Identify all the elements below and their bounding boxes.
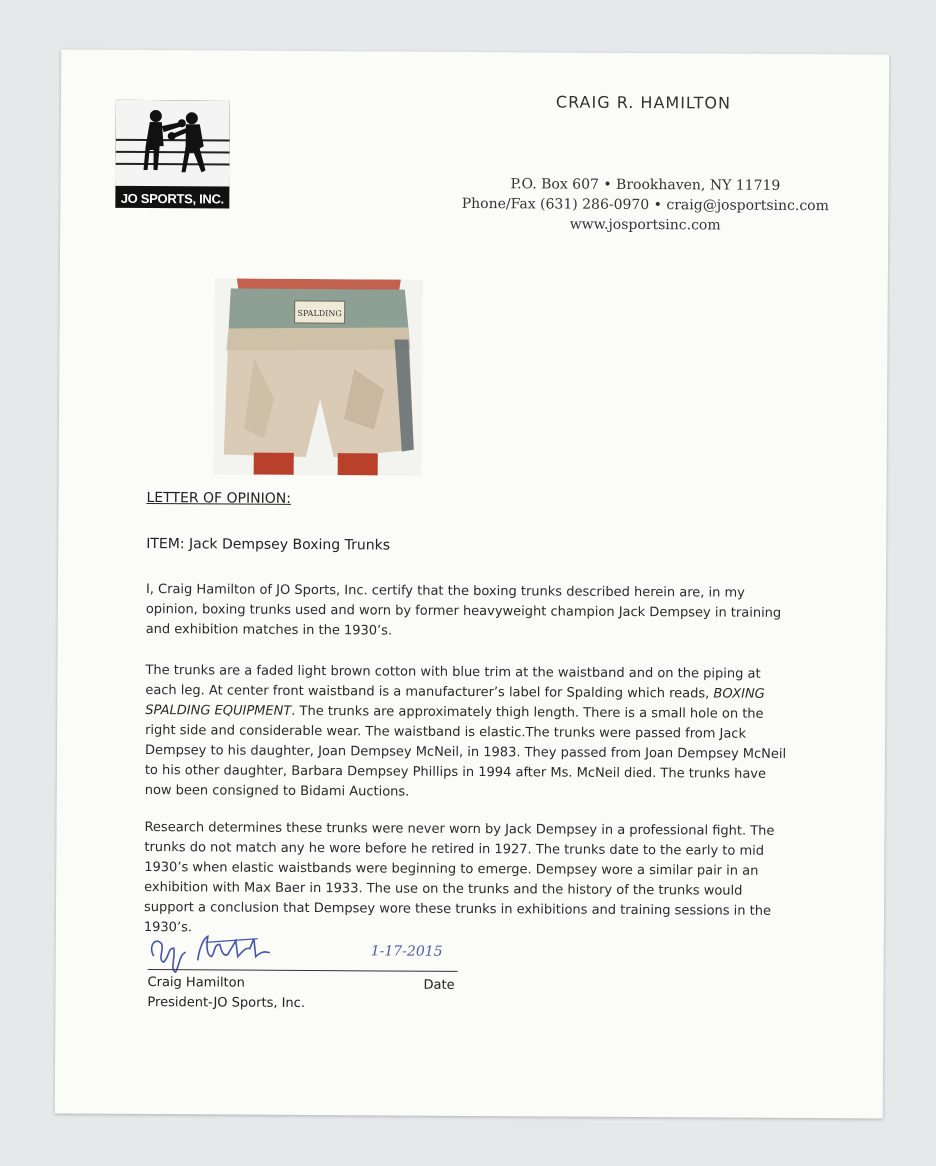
spalding-label: SPALDING (297, 308, 342, 319)
logo-text: JO SPORTS, INC. (120, 190, 224, 207)
signer-title: President-JO Sports, Inc. (147, 995, 306, 1011)
paragraph-description (145, 661, 796, 805)
signer-block (147, 973, 305, 1014)
jo-sports-logo (115, 100, 230, 209)
handwritten-date: 1-17-2015 (370, 943, 443, 960)
company-name: CRAIG R. HAMILTON (555, 92, 732, 113)
boxing-trunks-photo (214, 278, 423, 475)
item-line: ITEM: Jack Dempsey Boxing Trunks (146, 536, 391, 554)
signer-name: Craig Hamilton (147, 975, 245, 991)
date-label: Date (423, 977, 455, 993)
paragraph-certification: I, Craig Hamilton of JO Sports, Inc. certify that the boxing trunks described herein are, in my opinion, boxing trunks used and worn by former heavyweight champion Jack Dempsey in training and exhibition matches in the 1930’s. (145, 582, 782, 639)
description-text-1: The trunks are a faded light brown cotton with blue trim at the waistband and on the piping at each leg. At center front waistband is a manufacturer’s label for Spalding which reads, (145, 663, 761, 702)
description-text-2: . The trunks are approximately thigh length. There is a small hole on the right side and considerable wear. The waistband is elastic.The trunks were passed from Jack Dempsey to his daughter, Joan Dempsey McNeil, in 1983. They passed from Joan Dempsey McNeil to his other daughter, Barbara Dempsey Phillips in 1994 after Ms. McNeil died. The trunks have now been consigned to Bidami Auctions. (144, 703, 787, 800)
address-line: P.O. Box 607 • Brookhaven, NY 11719 (510, 176, 781, 194)
contact-block (420, 174, 870, 237)
label-reading: BOXING SPALDING EQUIPMENT (145, 686, 765, 719)
letter-heading: LETTER OF OPINION: (146, 490, 292, 507)
phone-email-line: Phone/Fax (631) 286-0970 • craig@josportsinc.com (461, 195, 829, 215)
paragraph-research: Research determines these trunks were never worn by Jack Dempsey in a professional fight. The trunks do not match any he wore before he retired in 1927. The trunks date to the early to mid 1930’s when elastic waistbands were beginning to emerge. Dempsey wore a similar pair in an exhibition with Max Baer in 1933. The use on the trunks and the history of the trunks would support a conclusion that Dempsey wore these trunks in exhibitions and training sessions in the 1930’s. (143, 820, 775, 936)
letter-page (55, 49, 889, 1118)
website-line: www.josportsinc.com (569, 216, 721, 234)
